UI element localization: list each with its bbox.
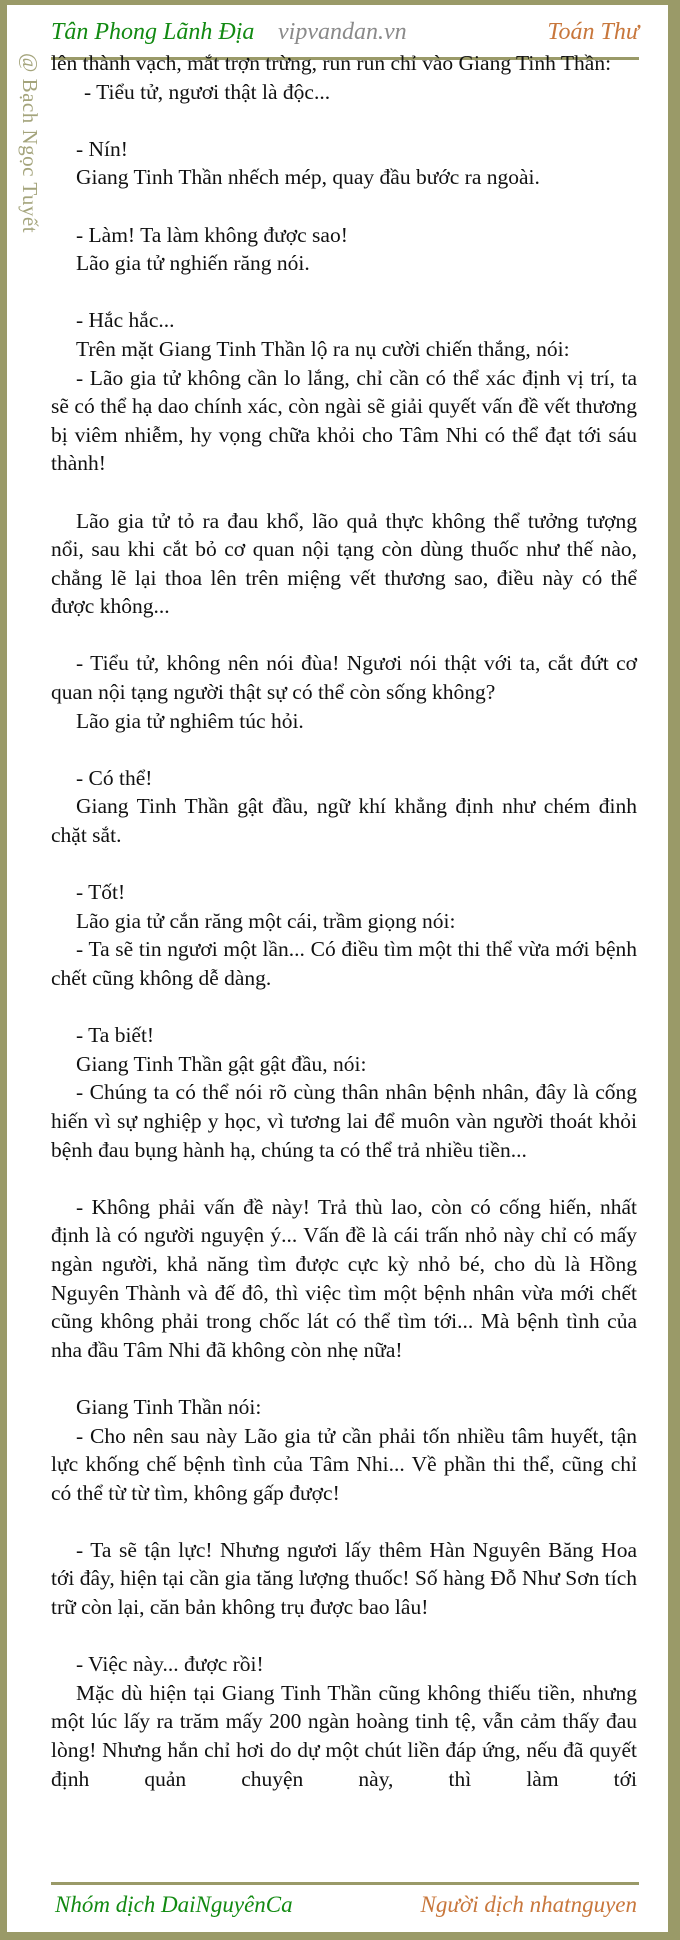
chapter-body <box>51 49 637 1793</box>
paragraph-gap <box>51 735 637 764</box>
paragraph: Lão gia tử cắn răng một cái, trầm giọng nói: <box>76 908 456 933</box>
paragraph: - Ta sẽ tin ngươi một lần... Có điều tìm một thi thể vừa mới bệnh chết cũng không dễ dàng. <box>51 937 637 990</box>
section-label: Toán Thư <box>547 19 639 45</box>
page-header <box>51 13 639 53</box>
paragraph: Trên mặt Giang Tinh Thần lộ ra nụ cười chiến thắng, nói: <box>76 336 570 361</box>
paragraph: - Chúng ta có thể nói rõ cùng thân nhân bệnh nhân, đây là cống hiến vì sự nghiệp y học, vì tương lai để muôn vàn người thoát khỏi bệnh đau bụng hành hạ, chúng ta có thể trả nhiều tiền... <box>51 1080 637 1162</box>
paragraph: lên thành vạch, mắt trợn trừng, run run chỉ vào Giang Tinh Thần: <box>51 51 612 75</box>
paragraph: Giang Tinh Thần nói: <box>76 1394 262 1419</box>
paragraph: Giang Tinh Thần gật gật đầu, nói: <box>76 1051 367 1076</box>
paragraph: Lão gia tử nghiêm túc hỏi. <box>76 708 304 733</box>
paragraph-gap <box>51 278 637 307</box>
paragraph: - Tốt! <box>76 880 126 905</box>
paragraph: Mặc dù hiện tại Giang Tinh Thần cũng không thiếu tiền, nhưng một lúc lấy ra trăm mấy 200 ngàn hoàng tinh tệ, vẫn cảm thấy đau lòng! Nhưng hắn chỉ hơi do dự một chút liền đáp ứng, nếu đã quyết định quản chuyện này, thì làm tới <box>51 1680 637 1791</box>
paragraph: - Ta biết! <box>76 1023 155 1048</box>
paragraph: - Ta sẽ tận lực! Nhưng ngươi lấy thêm Hàn Nguyên Băng Hoa tới đây, hiện tại cần gia tăng lượng thuốc! Số hàng Đỗ Như Sơn tích trữ còn lại, căn bản không trụ được bao lâu! <box>51 1537 637 1620</box>
book-title: Tân Phong Lãnh Địa <box>51 19 255 45</box>
paragraph-gap <box>51 621 637 650</box>
paragraph-gap <box>51 192 637 221</box>
paragraph: Lão gia tử nghiến răng nói. <box>76 251 310 276</box>
paragraph: - Có thể! <box>76 765 153 790</box>
paragraph-gap <box>51 1364 637 1393</box>
site-name: vipvandan.vn <box>278 19 407 45</box>
paragraph: - Làm! Ta làm không được sao! <box>76 222 348 247</box>
paragraph: - Cho nên sau này Lão gia tử cần phải tốn nhiều tâm huyết, tận lực khống chế bệnh tình của Tâm Nhi... Về phần thi thể, cũng chỉ có thể từ từ tìm, không gấp được! <box>51 1423 637 1505</box>
paragraph: - Lão gia tử không cần lo lắng, chỉ cần có thể xác định vị trí, ta sẽ có thể hạ dao chính xác, còn ngài sẽ giải quyết vấn đề vết thương bị viêm nhiễm, hy vọng chữa khỏi cho Tâm Nhi có thể đạt tới sáu thành! <box>51 365 637 476</box>
paragraph: Lão gia tử tỏ ra đau khổ, lão quả thực không thể tưởng tượng nổi, sau khi cắt bỏ cơ quan nội tạng còn dùng thuốc như thế nào, chẳng lẽ lại thoa lên trên miệng vết thương sao, điều này có thể được không... <box>51 508 637 619</box>
paragraph-gap <box>51 478 637 507</box>
paragraph-gap <box>51 106 637 135</box>
paragraph-gap <box>51 1164 637 1193</box>
page-footer <box>51 1892 639 1926</box>
paragraph: - Tiểu tử, ngươi thật là độc... <box>84 79 331 104</box>
paragraph: - Không phải vấn đề này! Trả thù lao, còn có cống hiến, nhất định là có người nguyện ý... Vấn đề là cái trấn nhỏ này chỉ có mấy ngàn người, khả năng tìm được cực kỳ nhỏ bé, cho dù là Hồng Nguyên Thành và đế đô, thì việc tìm một bệnh nhân vừa mới chết cũng không phải trong chốc lát có thể tìm tới... Mà bệnh tình của nha đầu Tâm Nhi đã không còn nhẹ nữa! <box>51 1194 637 1362</box>
paragraph: Giang Tinh Thần gật đầu, ngữ khí khẳng định như chém đinh chặt sắt. <box>51 794 637 848</box>
paragraph: - Tiểu tử, không nên nói đùa! Ngươi nói thật với ta, cắt đứt cơ quan nội tạng người thật sự có thể còn sống không? <box>51 651 637 705</box>
translation-group: Nhóm dịch DaiNguyênCa <box>55 1892 293 1917</box>
watermark: @ Bạch Ngọc Tuyết <box>18 53 42 234</box>
paragraph: - Việc này... được rồi! <box>76 1652 264 1677</box>
paragraph-gap <box>51 1507 637 1536</box>
footer-divider <box>51 1882 639 1885</box>
paragraph: - Hắc hắc... <box>76 308 175 333</box>
paragraph: Giang Tinh Thần nhếch mép, quay đầu bước ra ngoài. <box>76 165 540 190</box>
paragraph-gap <box>51 850 637 879</box>
paragraph-gap <box>51 1622 637 1651</box>
translator-credit: Người dịch nhatnguyen <box>420 1892 637 1917</box>
page <box>7 5 668 1932</box>
paragraph: - Nín! <box>76 136 128 161</box>
paragraph-gap <box>51 993 637 1022</box>
